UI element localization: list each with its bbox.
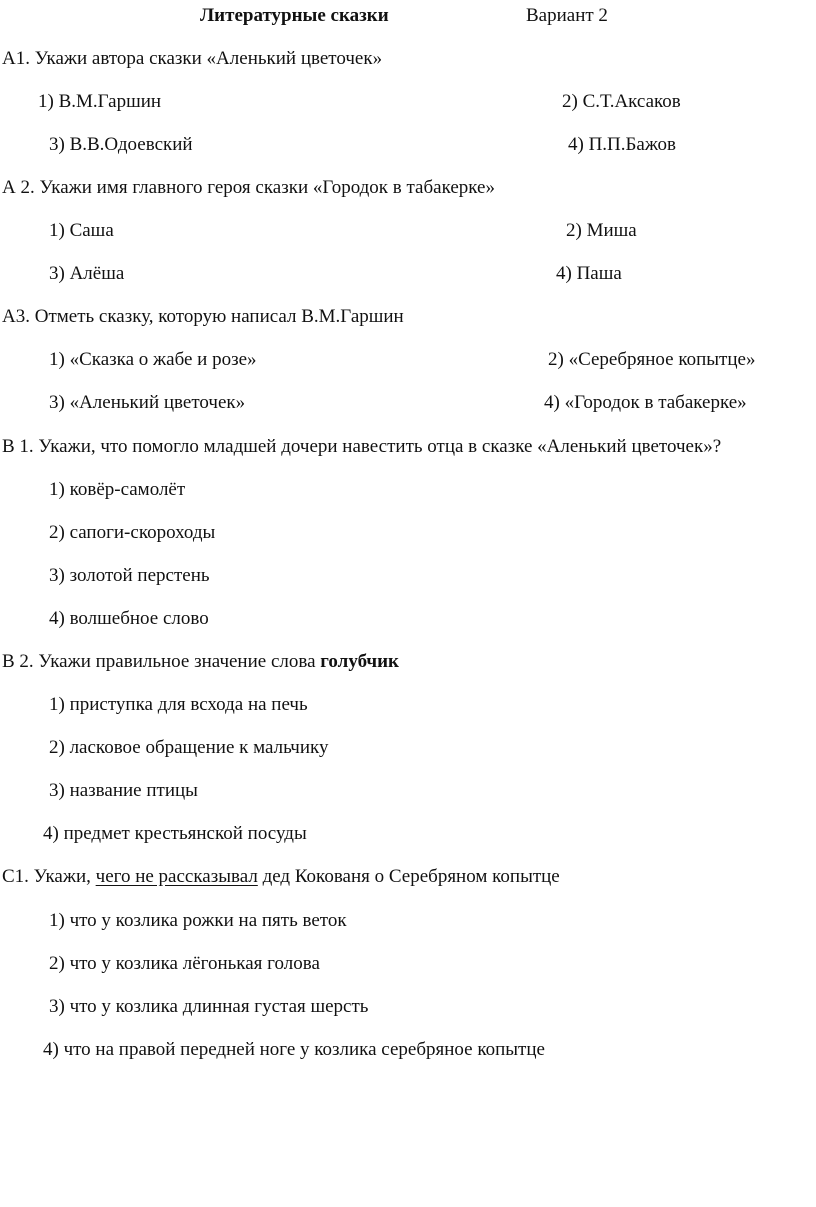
variant-label: Вариант 2: [526, 5, 608, 26]
question-b2-option-3: 3) название птицы: [49, 780, 198, 801]
question-c1-option-1: 1) что у козлика рожки на пять веток: [49, 910, 347, 931]
question-a3-option-3: 3) «Аленький цветочек»: [49, 392, 246, 413]
question-c1: [2, 866, 560, 888]
question-b1-option-2: 2) сапоги-скороходы: [49, 522, 216, 543]
question-a2-option-3: 3) Алёша: [49, 263, 125, 284]
question-a2-option-4: 4) Паша: [556, 263, 622, 284]
question-b2: [2, 651, 399, 673]
question-a1: А1. Укажи автора сказки «Аленький цветочек»: [2, 48, 383, 69]
question-a2-option-1: 1) Саша: [49, 220, 114, 241]
question-c1-text-prefix: С1. Укажи,: [2, 866, 96, 887]
question-b1-option-3: 3) золотой перстень: [49, 565, 210, 586]
question-b2-option-1: 1) приступка для всхода на печь: [49, 694, 308, 715]
question-b2-keyword: голубчик: [320, 651, 399, 672]
question-b2-text: В 2. Укажи правильное значение слова: [2, 651, 321, 672]
question-c1-option-3: 3) что у козлика длинная густая шерсть: [49, 996, 369, 1017]
question-b2-option-2: 2) ласковое обращение к мальчику: [49, 737, 329, 758]
question-b1: В 1. Укажи, что помогло младшей дочери навестить отца в сказке «Аленький цветочек»?: [2, 436, 722, 457]
question-a3: А3. Отметь сказку, которую написал В.М.Гаршин: [2, 306, 404, 327]
question-a1-option-2: 2) С.Т.Аксаков: [562, 91, 681, 112]
question-b1-option-1: 1) ковёр-самолёт: [49, 479, 186, 500]
question-b1-option-4: 4) волшебное слово: [49, 608, 209, 629]
question-c1-option-4: 4) что на правой передней ноге у козлика серебряное копытце: [43, 1039, 545, 1060]
question-a2: А 2. Укажи имя главного героя сказки «Городок в табакерке»: [2, 177, 495, 198]
question-c1-text-suffix: дед Кокованя о Серебряном копытце: [257, 866, 560, 887]
question-a1-option-4: 4) П.П.Бажов: [568, 134, 676, 155]
question-a3-option-1: 1) «Сказка о жабе и розе»: [49, 349, 257, 370]
worksheet-title: Литературные сказки: [200, 5, 389, 26]
question-a1-option-1: 1) В.М.Гаршин: [38, 91, 162, 112]
question-c1-option-2: 2) что у козлика лёгонькая голова: [49, 953, 320, 974]
question-b2-option-4: 4) предмет крестьянской посуды: [43, 823, 307, 844]
question-a1-option-3: 3) В.В.Одоевский: [49, 134, 193, 155]
question-a3-option-2: 2) «Серебряное копытце»: [548, 349, 756, 370]
question-c1-underlined: чего не рассказывал: [95, 866, 258, 887]
question-a3-option-4: 4) «Городок в табакерке»: [544, 392, 747, 413]
question-a2-option-2: 2) Миша: [566, 220, 637, 241]
